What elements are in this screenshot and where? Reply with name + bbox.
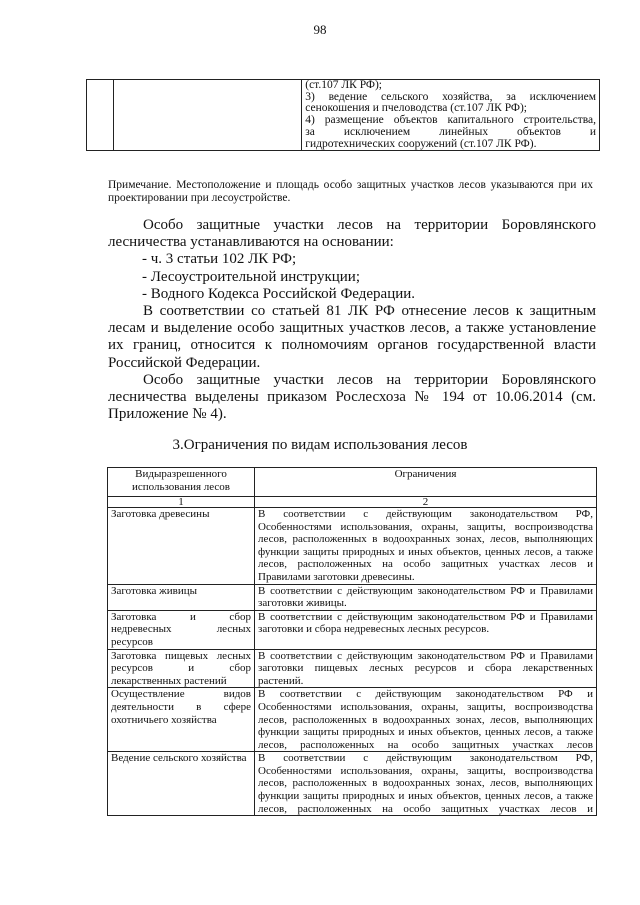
restriction-cell [255,649,597,688]
table-row [108,508,597,585]
table-row [108,752,597,816]
continued-table [86,79,600,151]
continued-table-cell-2 [114,80,302,151]
continued-table-cell-1 [87,80,114,151]
use-type-line: деятельности в сфере [111,700,251,713]
restriction-cell [255,584,597,610]
paragraph-competence: В соответствии со статьей 81 ЛК РФ отнесение лесов к защитным лесам и выделение особо защитных участков лесов, а также установление их границ, относится к полномочиям органов государственной власти Российской Федерации. [108,303,596,371]
table-row [108,610,597,649]
restriction-cell [255,508,597,585]
restriction-line: В соответствии с действующим законодательством РФ и Правилами [258,584,593,597]
restriction-line: лесов, расположенных в водоохранных зонах, лесов, выполняющих [258,533,593,546]
restriction-line: заготовки и сбора недревесных лесных ресурсов. [258,623,490,636]
use-type-line: Заготовка и сбор [111,610,251,623]
use-type-cell [108,508,255,585]
use-type-line: Осуществление видов [111,688,251,701]
continued-table-line: 4) размещение объектов капитального строительства, [305,114,596,127]
restriction-line: лесов, расположенных в водоохранных зонах, лесов, выполняющих [258,713,593,726]
table-row [108,649,597,688]
restriction-line: растений. [258,674,304,687]
use-type-cell [108,688,255,752]
paragraph-basis-continued: лесничества устанавливаются на основании: [108,234,394,251]
restriction-cell [255,610,597,649]
header-use-type: Видыразрешенного использования лесов [108,468,255,497]
continued-table-line: за исключением линейных объектов и [305,125,596,138]
restrictions-table [107,467,597,816]
restriction-cell [255,688,597,752]
section-title: 3.Ограничения по видам использования лесов [172,437,468,453]
header-restrictions: Ограничения [255,468,597,497]
restriction-line: Особенностями использования, охраны, защиты, воспроизводства [258,764,593,777]
continued-table-cell-3 [302,80,600,151]
restriction-cell [255,752,597,816]
column-number: 1 [108,497,255,508]
restriction-line: В соответствии с действующим законодательством РФ и Правилами [258,610,593,623]
restriction-line: Особенностями использования, охраны, защиты, воспроизводства [258,520,593,533]
continued-table-line: 3) ведение сельского хозяйства, за исключением [305,90,596,103]
table-header-row [108,468,597,497]
restriction-line: В соответствии с действующим законодательством РФ, [258,508,593,520]
use-type-line: ресурсов и сбор [111,662,251,675]
restriction-line: лесов, расположенных в водоохранных зонах, лесов, выполняющих [258,777,593,790]
use-type-line: Заготовка древесины [111,508,210,520]
use-type-line: Ведение сельского хозяйства [111,752,247,765]
use-type-cell [108,610,255,649]
table-row [108,688,597,752]
use-type-line: лекарственных растений [111,674,227,687]
column-numbers-row [108,497,597,508]
use-type-cell [108,584,255,610]
use-type-line: Заготовка пищевых лесных [111,649,251,662]
table-note: Примечание. Местоположение и площадь особо защитных участков лесов указываются при их проектировании при лесоустройстве. [108,179,593,204]
paragraph-order: Особо защитные участки лесов на территории Боровлянского лесничества выделены приказом Рослесхоза № 194 от 10.06.2014 (см. Приложение № 4). [108,371,596,423]
restriction-line: функции защиты природных и иных объектов, ценных лесов, а также [258,790,593,803]
restriction-line: В соответствии с действующим законодательством РФ и Правилами [258,649,593,662]
restriction-line: заготовки живицы. [258,597,347,610]
restriction-line: функции защиты природных и иных объектов, ценных лесов, а также [258,545,593,558]
restriction-line: В соответствии с действующим законодательством РФ, [258,752,593,765]
basis-list-item: - Лесоустроительной инструкции; [142,268,360,285]
column-number: 2 [255,497,597,508]
restriction-line: лесов, расположенных на особо защитных участках лесов и [258,802,593,815]
restriction-line: лесов, расположенных на особо защитных участках лесов и [258,558,593,571]
restriction-line: лесов, расположенных на особо защитных участках лесов [258,738,593,751]
continued-table-line: гидротехнических сооружений (ст.107 ЛК РФ). [305,137,537,150]
continued-table-line: (ст.107 ЛК РФ); [305,79,382,91]
use-type-line: ресурсов [111,635,153,648]
restriction-line: Правилами заготовки древесины. [258,570,415,583]
body-text [108,217,596,423]
table-row [108,584,597,610]
restriction-line: функции защиты природных и иных объектов, ценных лесов, а также [258,726,593,739]
restriction-line: заготовки пищевых лесных ресурсов и сбора лекарственных [258,662,593,675]
restriction-line: В соответствии с действующим законодательством РФ и [258,688,593,701]
basis-list-item: - ч. 3 статьи 102 ЛК РФ; [142,251,297,268]
use-type-cell [108,752,255,816]
use-type-line: недревесных лесных [111,623,251,636]
continued-table-line: сенокошения и пчеловодства (ст.107 ЛК РФ); [305,102,528,115]
page-number: 98 [313,22,327,37]
use-type-cell [108,649,255,688]
use-type-line: Заготовка живицы [111,584,197,597]
basis-list-item: - Водного Кодекса Российской Федерации. [142,285,416,302]
paragraph-basis: Особо защитные участки лесов на территории Боровлянского [143,217,596,233]
restriction-line: Особенностями использования, охраны, защиты, воспроизводства [258,700,593,713]
use-type-line: охотничьего хозяйства [111,713,217,726]
